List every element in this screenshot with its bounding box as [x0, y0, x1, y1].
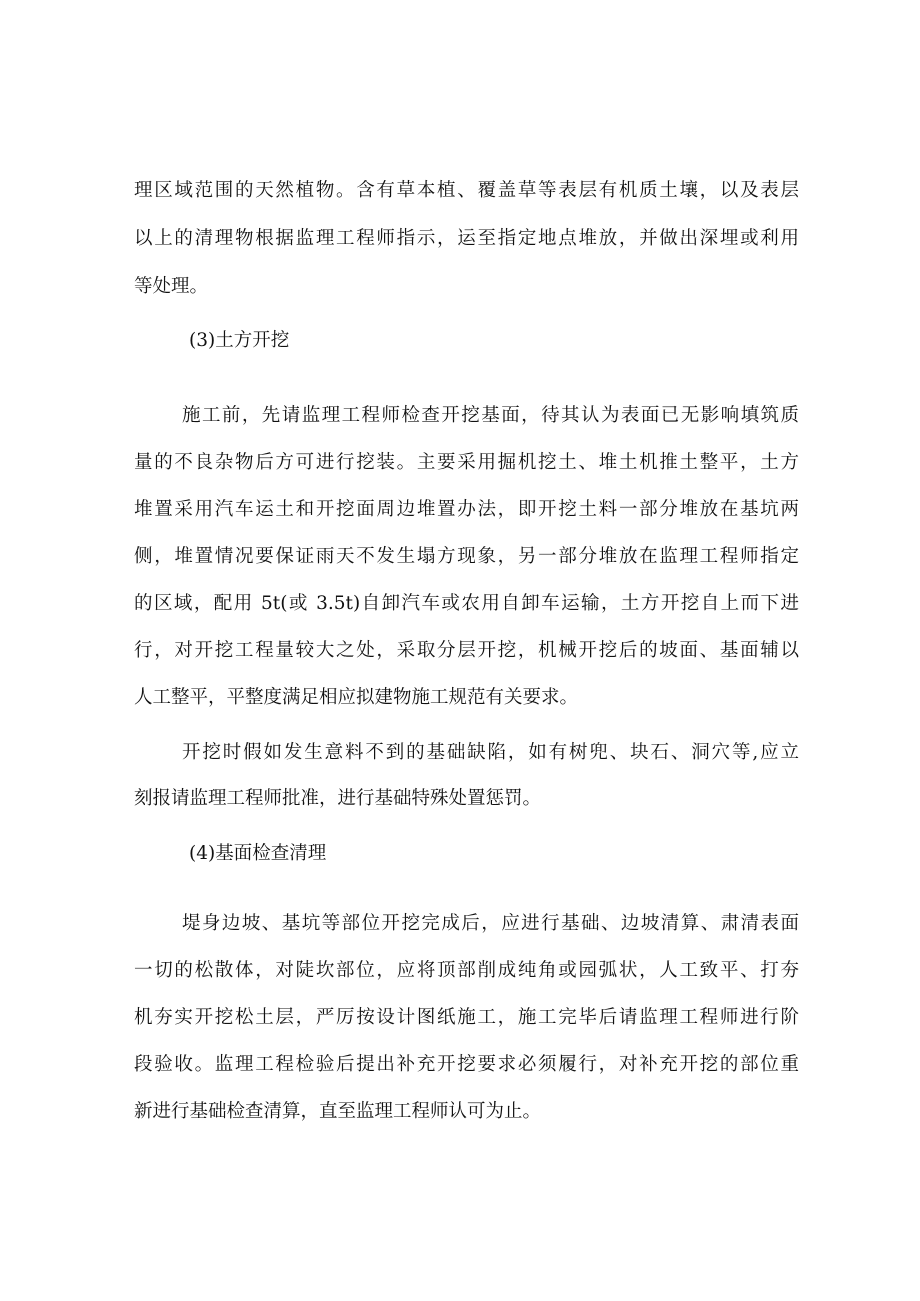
section-heading-3: (3)土方开挖 — [189, 330, 290, 351]
section-heading-4: (4)基面检查清理 — [189, 843, 327, 864]
paragraph-line: 侧，堆置情况要保证雨天不发生塌方现象，另一部分堆放在监理工程师指定 — [134, 546, 799, 567]
paragraph-line: 一切的松散体，对陡坎部位，应将顶部削成纯角或园弧状，人工致平、打夯 — [134, 960, 799, 981]
paragraph-line: 机夯实开挖松土层，严厉按设计图纸施工，施工完毕后请监理工程师进行阶 — [134, 1007, 799, 1028]
paragraph-line: 堆置采用汽车运土和开挖面周边堆置办法，即开挖土料一部分堆放在基坑两 — [134, 499, 799, 520]
paragraph-line: 新进行基础检查清算，直至监理工程师认可为止。 — [134, 1101, 542, 1122]
paragraph-line: 堤身边坡、基坑等部位开挖完成后，应进行基础、边坡清算、肃清表面 — [182, 913, 799, 934]
paragraph-line: 开挖时假如发生意料不到的基础缺陷，如有树兜、块石、洞穴等,应立 — [182, 742, 799, 763]
paragraph-line: 行，对开挖工程量较大之处，采取分层开挖，机械开挖后的坡面、基面辅以 — [134, 640, 799, 661]
paragraph-line: 等处理。 — [134, 276, 209, 297]
paragraph-line: 段验收。监理工程检验后提出补充开挖要求必须履行，对补充开挖的部位重 — [134, 1054, 799, 1075]
paragraph-line: 理区域范围的天然植物。含有草本植、覆盖草等表层有机质土壤，以及表层 — [134, 180, 799, 201]
paragraph-line: 施工前，先请监理工程师检查开挖基面，待其认为表面已无影响填筑质 — [182, 405, 799, 426]
paragraph-line: 的区域，配用 5t(或 3.5t)自卸汽车或农用自卸车运输，土方开挖自上而下进 — [134, 593, 799, 614]
paragraph-line: 量的不良杂物后方可进行挖装。主要采用掘机挖土、堆土机推土整平，土方 — [134, 452, 799, 473]
paragraph-line: 以上的清理物根据监理工程师指示，运至指定地点堆放，并做出深埋或利用 — [134, 228, 799, 249]
paragraph-line: 人工整平，平整度满足相应拟建物施工规范有关要求。 — [134, 687, 579, 708]
paragraph-line: 刻报请监理工程师批准，进行基础特殊处置惩罚。 — [134, 788, 542, 809]
